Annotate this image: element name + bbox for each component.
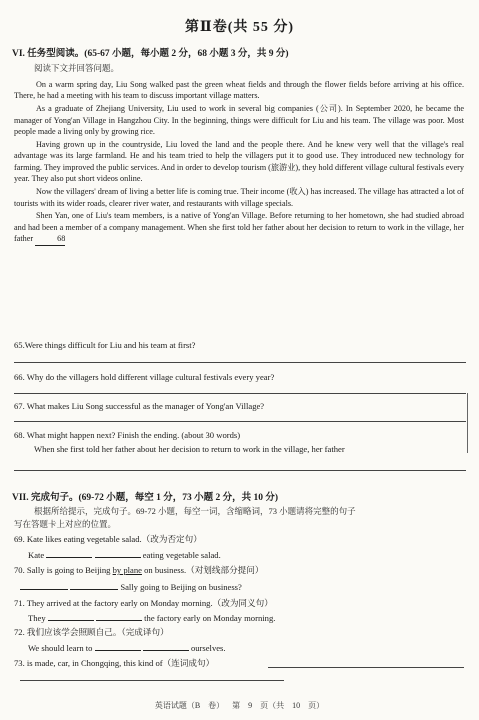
answer-line-73-a[interactable] [268,667,464,668]
q70-prefix: 70. Sally is going to Beijing [14,565,113,575]
question-68: 68. What might happen next? Finish the ending. (about 30 words) [14,430,241,440]
question-66: 66. Why do the villagers hold different village cultural festivals every year? [14,372,275,382]
passage-paragraph-5-text: Shen Yan, one of Liu's team members, is a native of Yong'an Village. Before returning to her hometown, she had studied abroad and had been a member of a company management. When she first told her father about her decision to return to work in the village, her father [14,211,464,244]
question-71: 71. They arrived at the factory early on Monday morning.（改为同义句） [14,598,273,608]
question-69: 69. Kate likes eating vegetable salad.（改为否定句） [14,534,202,544]
section-6-heading: VI. 任务型阅读。(65-67 小题，每小题 2 分，68 小题 3 分，共 9 分) [12,49,289,59]
question-72-sentence [28,641,226,653]
answer-line-65[interactable] [14,362,466,363]
question-72: 72. 我们应该学会照顾自己。（完成译句） [14,627,169,637]
page-title: 第Ⅱ卷(共 55 分) [184,20,295,35]
blank-68: 68 [35,233,65,245]
answer-line-68[interactable] [14,470,466,471]
question-65: 65.Were things difficult for Liu and his team at first? [14,340,196,350]
question-73: 73. is made, car, in Chongqing, this kind of（连词成句） [14,658,215,668]
q70-suffix: on business.（对划线部分提问） [141,565,264,575]
q72-end: ourselves. [190,643,226,653]
q69-blank-2[interactable] [95,548,141,558]
passage-paragraph-2: As a graduate of Zhejiang University, Liu used to work in several big companies (公司). In September 2020, he became the manager of Yong'an Village in Hangzhou City. In the beginning, things were difficult for Liu and his team. The village was poor. Most people made a living only by growing rice. [14,104,464,137]
section-7-instruction-2: 写在答题卡上对应的位置。 [14,519,117,529]
q72-blank-2[interactable] [143,641,189,651]
q70-underlined: by plane [112,565,142,575]
passage-paragraph-5 [14,210,464,245]
section-6-instruction: 阅读下文并回答问题。 [34,63,120,73]
answer-line-67[interactable] [14,421,466,422]
q71-blank-1[interactable] [48,611,94,621]
q69-blank-1[interactable] [46,548,92,558]
q72-start: We should learn to [28,643,93,653]
question-67: 67. What makes Liu Song successful as the manager of Yong'an Village? [14,401,265,411]
page-footer: 英语试题（B 卷） 第 9 页（共 10 页） [154,701,325,710]
q70-rest: Sally going to Beijing on business? [120,582,242,592]
answer-line-73-b[interactable] [20,680,284,681]
q71-blank-2[interactable] [96,611,142,621]
section-7-heading: VII. 完成句子。(69-72 小题，每空 1 分，73 小题 2 分，共 10 分) [12,493,278,503]
q71-subject: They [28,613,46,623]
answer-line-66[interactable] [14,393,466,394]
section-7-instruction-1: 根据所给提示，完成句子。69-72 小题，每空一词，含缩略词，73 小题请将完整的句子 [34,506,356,516]
q70-blank-2[interactable] [70,580,118,590]
passage-paragraph-1: On a warm spring day, Liu Song walked past the green wheat fields and through the flower fields before arriving at his office. There, he had a meeting with his team to discuss important village matters. [14,80,464,101]
question-68-prompt: When she first told her father about her decision to return to work in the village, her father [34,444,345,454]
question-71-sentence [28,611,275,623]
answer-box-border [467,393,468,453]
q71-rest: the factory early on Monday morning. [144,613,276,623]
question-69-sentence [28,548,221,560]
q70-blank-1[interactable] [20,580,68,590]
passage-paragraph-4: Now the villagers' dream of living a better life is coming true. Their income (收入) has increased. The village has attracted a lot of tourists with its wider roads, clearer river water, and restaurants with village specials. [14,187,464,208]
passage-paragraph-3: Having grown up in the countryside, Liu loved the land and the people there. And he knew very well that the village's real advantage was its large farmland. He and his team tried to help the villagers put it to good use. They introduced new technology for farming. They improved the public services. And in order to develop tourism (旅游业), they hold different village cultural festivals every year. They also put short videos online. [14,140,464,184]
q72-blank-1[interactable] [95,641,141,651]
question-70-sentence [20,580,242,592]
q69-rest: eating vegetable salad. [142,550,221,560]
question-70 [14,564,263,576]
reading-passage [14,79,464,247]
q69-subject: Kate [28,550,45,560]
